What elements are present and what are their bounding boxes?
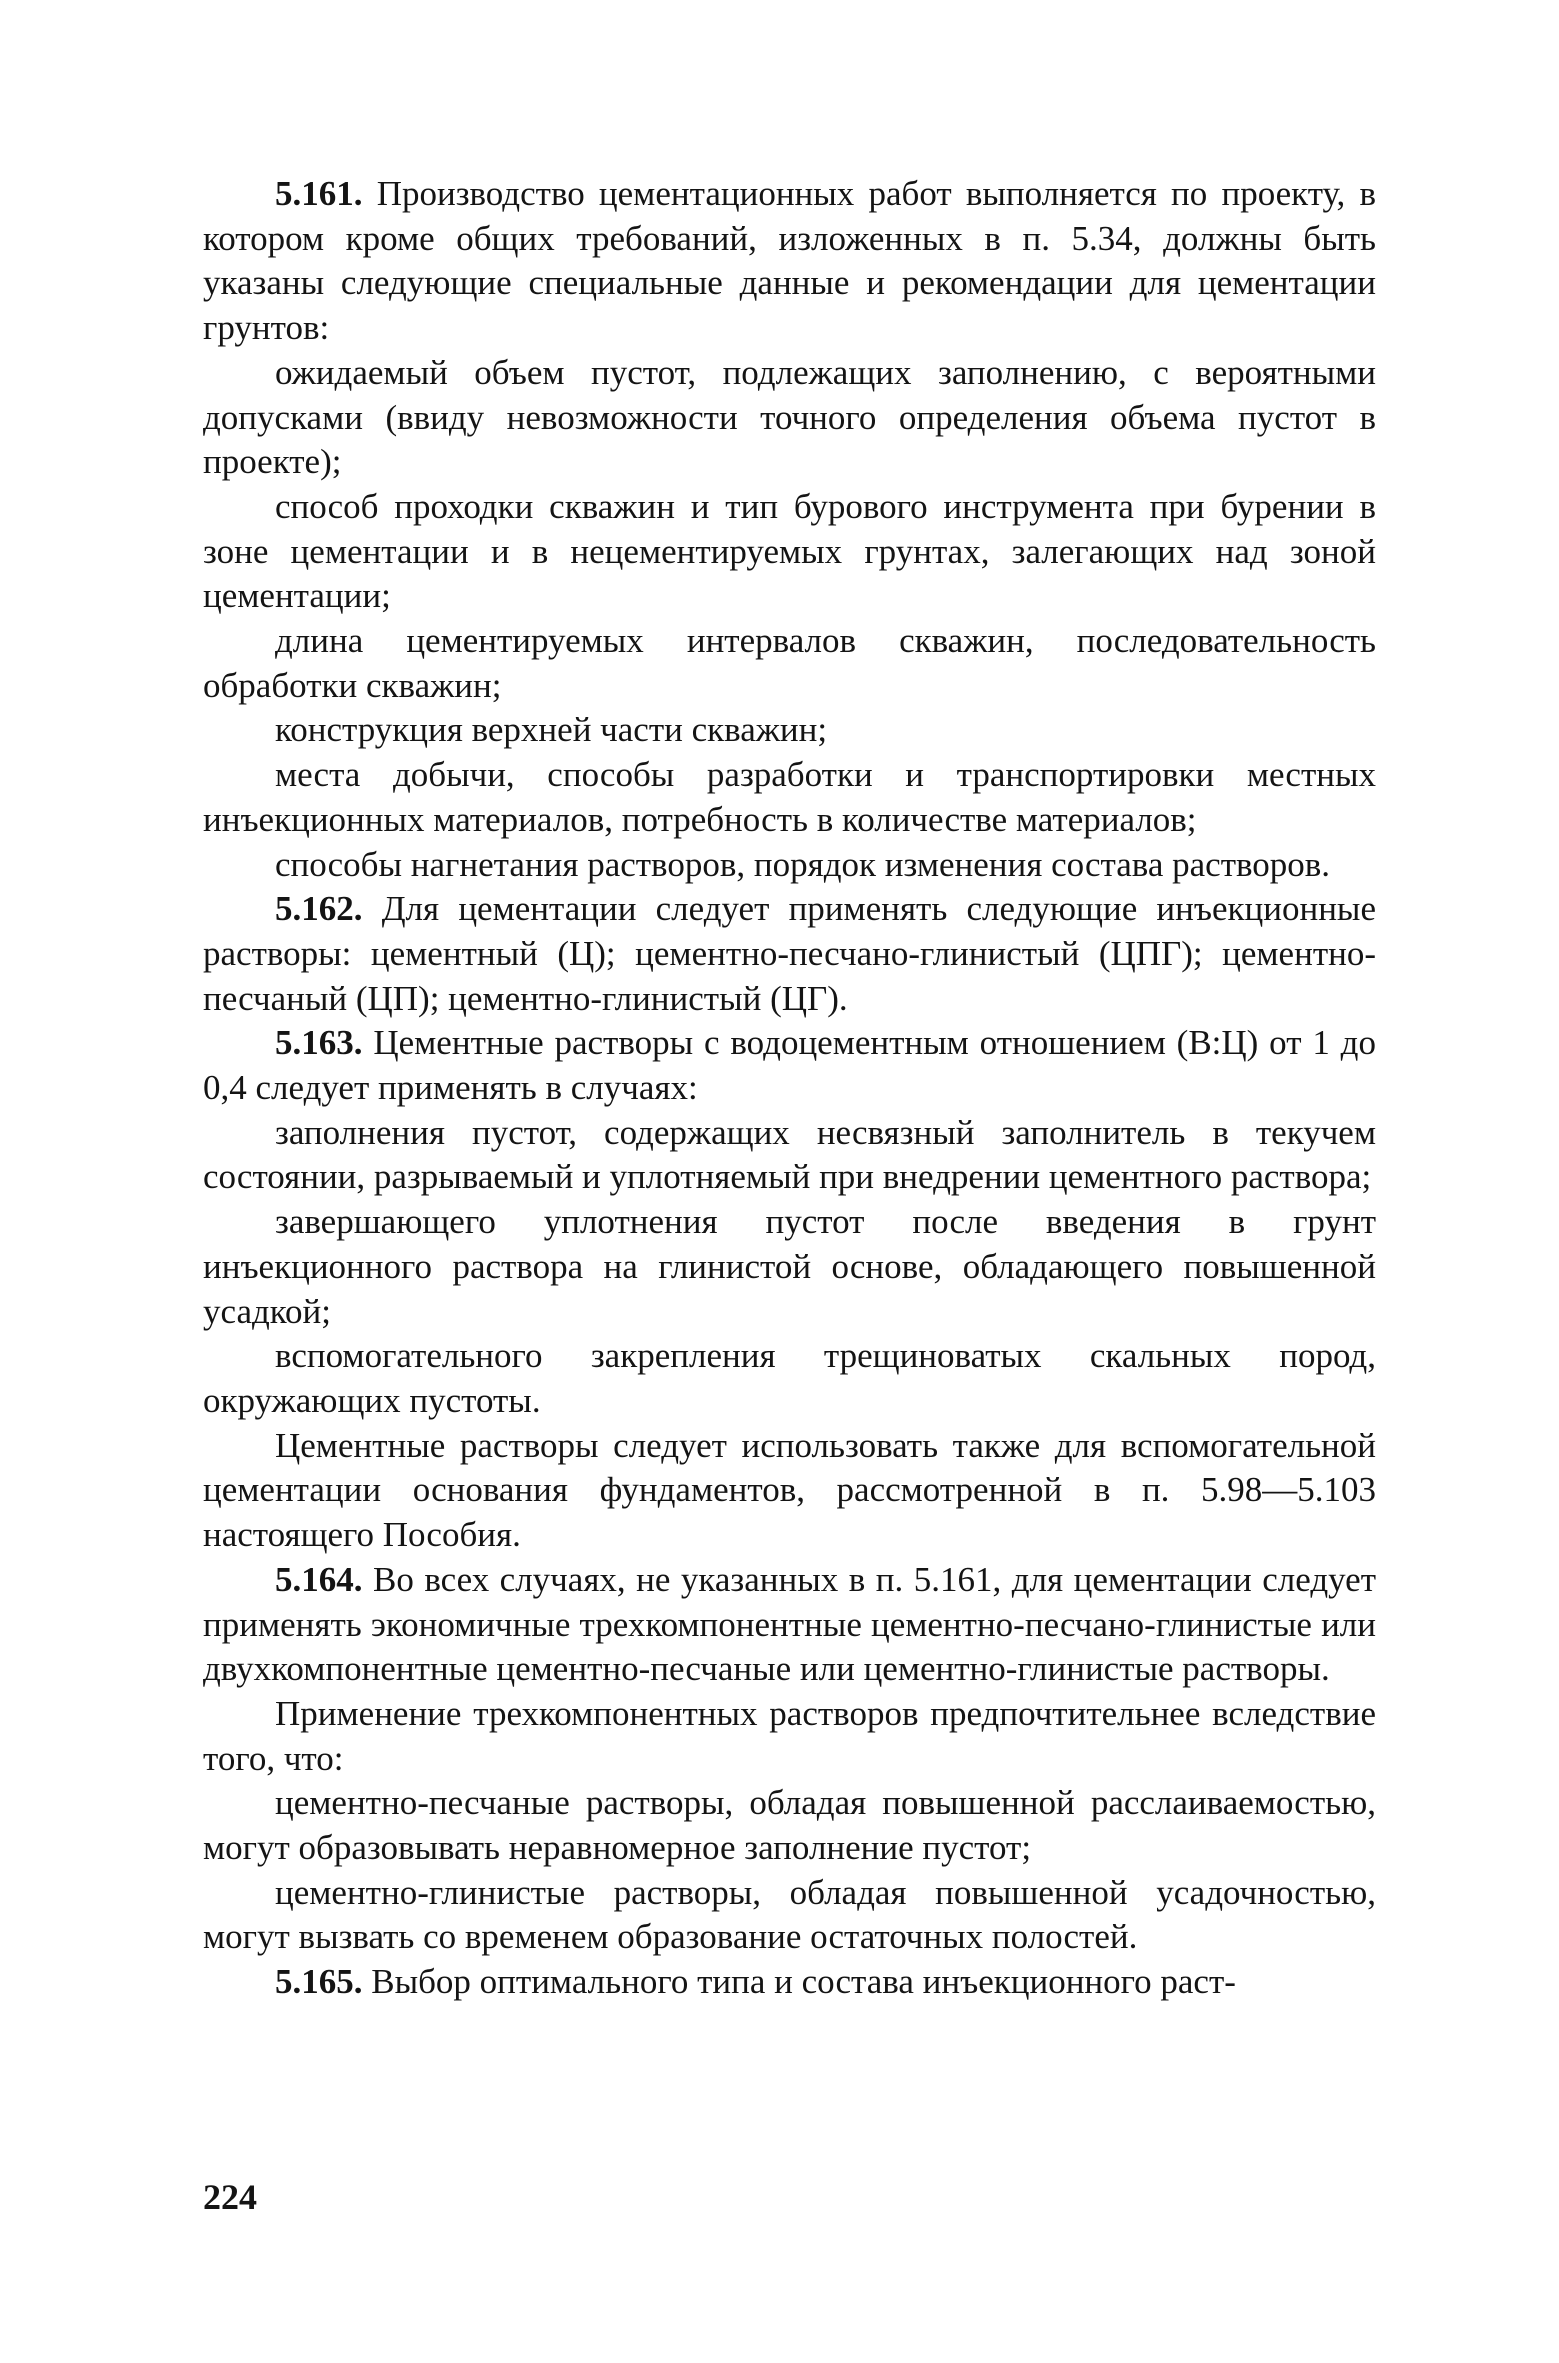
list-item [203,619,1376,708]
section-number: 5.163. [275,1023,363,1063]
section-number: 5.164. [275,1559,363,1599]
list-item [203,843,1376,888]
paragraph-text: Производство цементационных работ выполняется по проекту, в котором кроме общих требований, изложенных в п. 5.34, должны быть указаны следующие специальные данные и рекомендации для цементации грунтов: [203,174,1376,348]
section-number: 5.165. [275,1962,363,2002]
section-number: 5.161. [275,174,363,213]
paragraph-text: способ проходки скважин и тип бурового инструмента при бурении в зоне цементации и в нецементируемых грунтах, залегающих над зоной цементации; [203,486,1376,616]
section-number: 5.162. [275,889,363,929]
list-item [203,1111,1376,1200]
paragraph-text: Цементные растворы с водоцементным отношением (В:Ц) от 1 до 0,4 следует применять в случаях: [203,1023,1376,1108]
paragraph-text: способы нагнетания растворов, порядок изменения состава растворов. [275,844,1331,884]
paragraph-text: Во всех случаях, не указанных в п. 5.161, для цементации следует применять экономичные трехкомпонентные цементно-песчано-глинистые или двухкомпонентные цементно-песчаные или цементно-глинистые растворы. [203,1559,1376,1689]
paragraph-text: ожидаемый объем пустот, подлежащих заполнению, с вероятными допусками (ввиду невозможности точного определения объема пустот в проекте); [203,352,1376,482]
paragraph-text: места добычи, способы разработки и транспортировки местных инъекционных материалов, потребность в количестве материалов; [203,755,1376,839]
paragraph [203,1424,1376,1558]
paragraph-text: завершающего уплотнения пустот после введения в грунт инъекционного раствора на глинистой основе, обладающего повышенной усадкой; [203,1202,1376,1331]
paragraph [203,1692,1376,1781]
paragraph-text: Выбор оптимального типа и состава инъекционного раст- [362,1962,1236,2002]
paragraph-text: цементно-глинистые растворы, обладая повышенной усадочностью, могут вызвать со временем образование остаточных полостей. [203,1872,1376,1957]
list-item [203,1200,1376,1334]
paragraph-text: вспомогательного закрепления трещиноватых скальных пород, окружающих пустоты. [203,1336,1376,1420]
list-item [203,351,1376,485]
paragraph-5-164 [203,1558,1376,1692]
paragraph-text: Для цементации следует применять следующие инъекционные растворы: цементный (Ц); цементно-песчано-глинистый (ЦПГ); цементно-песчаный (ЦП); цементно-глинистый (ЦГ). [203,889,1376,1018]
paragraph-text: цементно-песчаные растворы, обладая повышенной расслаиваемостью, могут образовывать неравномерное заполнение пустот; [203,1783,1376,1868]
list-item [203,1781,1376,1870]
paragraph-text: длина цементируемых интервалов скважин, последовательность обработки скважин; [203,621,1376,705]
body-text [203,172,1376,2005]
list-item [203,485,1376,619]
paragraph-5-165 [203,1960,1376,2005]
paragraph-text: Цементные растворы следует использовать также для вспомогательной цементации основания фундаментов, рассмотренной в п. 5.98—5.103 настоящего Пособия. [203,1425,1376,1555]
paragraph-text: Применение трехкомпонентных растворов предпочтительнее вследствие того, что: [203,1693,1376,1778]
list-item [203,708,1376,753]
paragraph-5-163 [203,1021,1376,1110]
list-item [203,1871,1376,1960]
list-item [203,753,1376,842]
paragraph-text: заполнения пустот, содержащих несвязный заполнитель в текучем состоянии, разрываемый и уплотняемый при внедрении цементного раствора; [203,1112,1376,1197]
paragraph-5-162 [203,887,1376,1021]
page-number: 224 [203,2177,257,2217]
list-item [203,1334,1376,1423]
paragraph-5-161 [203,172,1376,351]
paragraph-text: конструкция верхней части скважин; [275,710,828,750]
